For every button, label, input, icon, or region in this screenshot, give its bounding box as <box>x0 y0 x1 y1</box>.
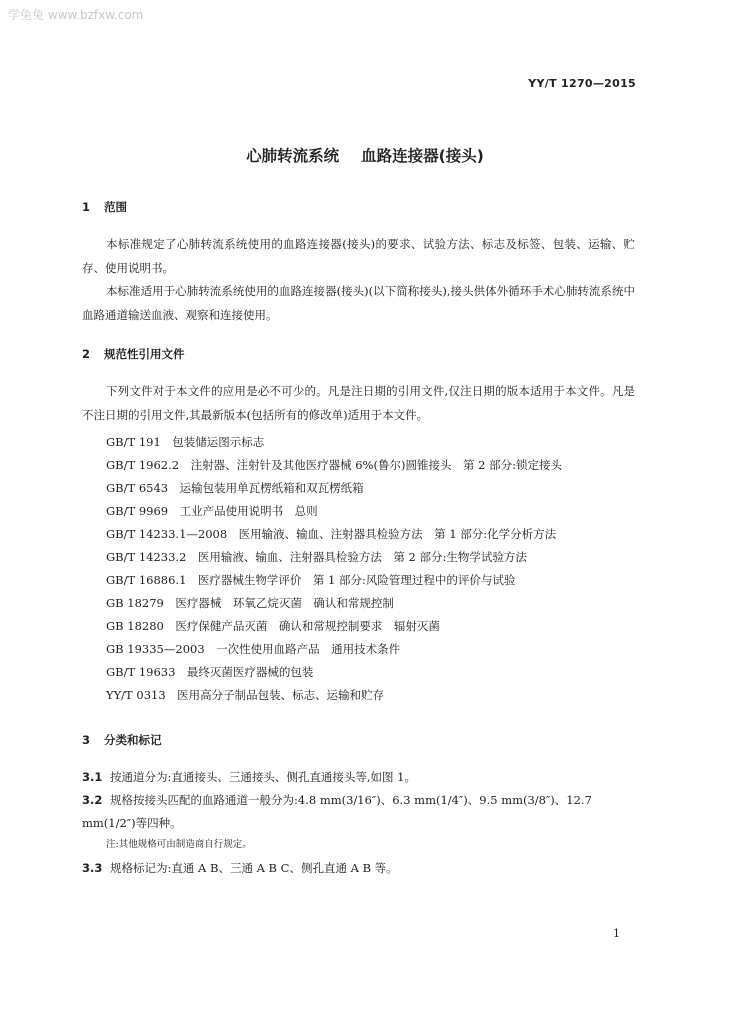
reference-item: GB 18280 医疗保健产品灭菌 确认和常规控制要求 辐射灭菌 <box>106 619 440 633</box>
clause-text: 规格标记为:直通 A B、三通 A B C、侧孔直通 A B 等。 <box>110 861 398 875</box>
section-2-heading <box>82 346 185 362</box>
document-code: YY/T 1270—2015 <box>528 77 636 90</box>
title-part1: 心肺转流系统 <box>246 147 340 165</box>
clause-number: 3.2 <box>82 793 103 807</box>
reference-item: GB/T 14233.2 医用输液、输血、注射器具检验方法 第 2 部分:生物学试验方法 <box>106 550 527 564</box>
reference-item: GB 19335—2003 一次性使用血路产品 通用技术条件 <box>106 642 401 656</box>
reference-item: GB 18279 医疗器械 环氧乙烷灭菌 确认和常规控制 <box>106 596 394 610</box>
section-1-heading <box>82 199 127 215</box>
title-part2: 血路连接器(接头) <box>361 147 484 165</box>
reference-item: GB/T 9969 工业产品使用说明书 总则 <box>106 504 318 518</box>
section-number: 3 <box>82 733 91 747</box>
section-number: 1 <box>82 200 91 214</box>
clause-3-3 <box>82 857 637 880</box>
clause-number: 3.1 <box>82 770 103 784</box>
section-title: 分类和标记 <box>104 733 162 747</box>
reference-item: GB/T 191 包装储运图示标志 <box>106 435 265 449</box>
clause-text: 规格按接头匹配的血路通道一般分为:4.8 mm(3/16″)、6.3 mm(1/4″)、9.5 mm(3/8″)、12.7 mm(1/2″)等四种。 <box>82 793 592 830</box>
clause-text: 按通道分为:直通接头、三通接头、侧孔直通接头等,如图 1。 <box>110 770 416 784</box>
section-title: 规范性引用文件 <box>104 347 185 361</box>
section-2-intro: 下列文件对于本文件的应用是必不可少的。凡是注日期的引用文件,仅注日期的版本适用于本文件。凡是不注日期的引用文件,其最新版本(包括所有的修改单)适用于本文件。 <box>82 384 635 422</box>
note: 注:其他规格可由制造商自行规定。 <box>106 839 252 850</box>
section-number: 2 <box>82 347 91 361</box>
section-3-heading <box>82 732 162 748</box>
reference-item: GB/T 16886.1 医疗器械生物学评价 第 1 部分:风险管理过程中的评价与试验 <box>106 573 516 587</box>
clause-number: 3.3 <box>82 861 103 875</box>
reference-item: GB/T 1962.2 注射器、注射针及其他医疗器械 6%(鲁尔)圆锥接头 第 2 部分:锁定接头 <box>106 458 562 472</box>
reference-item: GB/T 14233.1—2008 医用输液、输血、注射器具检验方法 第 1 部分:化学分析方法 <box>106 527 557 541</box>
section-1-paragraph: 本标准规定了心肺转流系统使用的血路连接器(接头)的要求、试验方法、标志及标签、包装、运输、贮存、使用说明书。 <box>82 237 635 275</box>
reference-item: GB/T 6543 运输包装用单瓦楞纸箱和双瓦楞纸箱 <box>106 481 364 495</box>
document-title <box>0 144 730 166</box>
clause-3-2 <box>82 789 637 835</box>
page-number: 1 <box>613 927 620 940</box>
clause-3-1 <box>82 766 637 789</box>
section-title: 范围 <box>104 200 127 214</box>
watermark: 学兔兔 www.bzfxw.com <box>8 8 144 22</box>
section-1-paragraph: 本标准适用于心肺转流系统使用的血路连接器(接头)(以下简称接头),接头供体外循环手术心肺转流系统中血路通道输送血液、观察和连接使用。 <box>82 284 635 322</box>
reference-item: YY/T 0313 医用高分子制品包装、标志、运输和贮存 <box>106 688 385 702</box>
reference-item: GB/T 19633 最终灭菌医疗器械的包装 <box>106 665 314 679</box>
